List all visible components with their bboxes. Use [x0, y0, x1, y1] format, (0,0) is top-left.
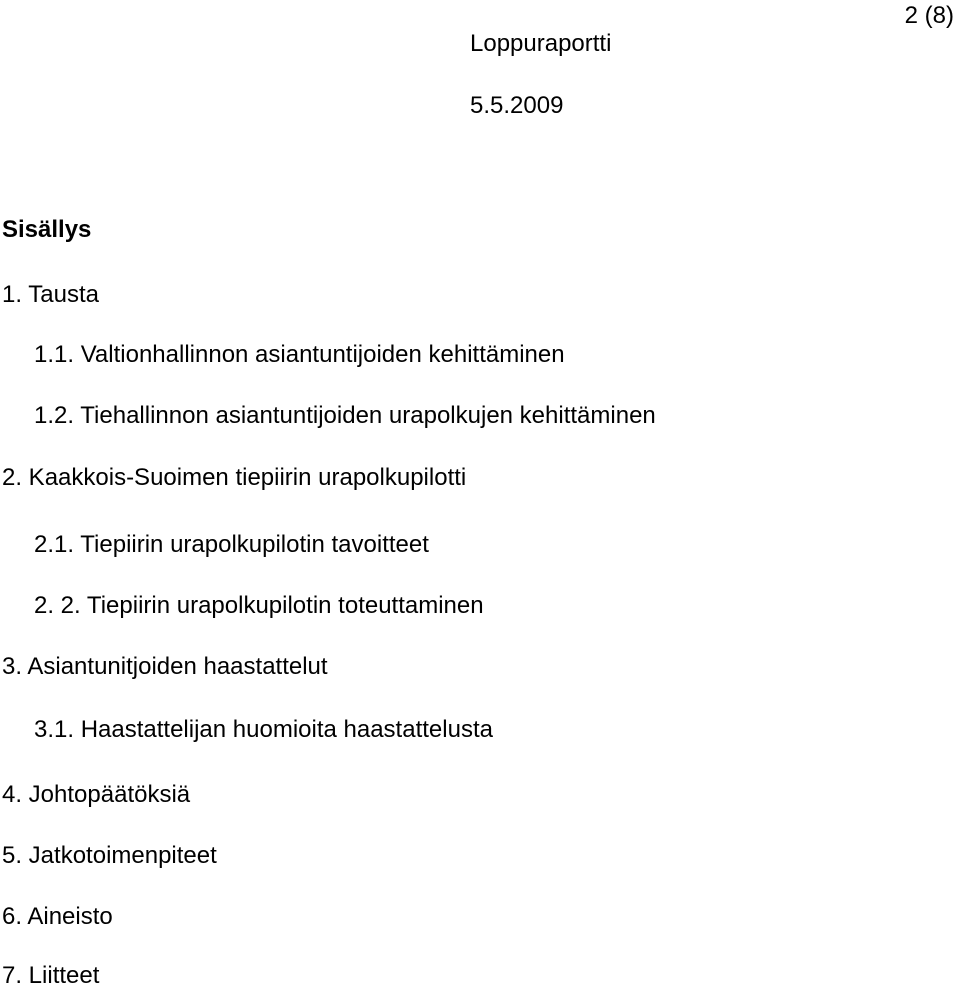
document-title: Loppuraportti — [470, 30, 612, 57]
toc-entry: 3.1. Haastattelijan huomioita haastattelusta — [34, 716, 493, 743]
toc-entry: 1.1. Valtionhallinnon asiantuntijoiden kehittäminen — [34, 341, 565, 368]
toc-entry: 3. Asiantunitjoiden haastattelut — [2, 653, 328, 680]
toc-entry: 2.1. Tiepiirin urapolkupilotin tavoitteet — [34, 531, 429, 558]
toc-entry: 2. 2. Tiepiirin urapolkupilotin toteuttaminen — [34, 592, 484, 619]
toc-entry: 1. Tausta — [2, 281, 99, 308]
toc-entry: 2. Kaakkois-Suoimen tiepiirin urapolkupilotti — [2, 464, 467, 491]
page-number: 2 (8) — [904, 2, 954, 29]
toc-entry: 6. Aineisto — [2, 903, 113, 930]
toc-entry: 7. Liitteet — [2, 962, 100, 989]
toc-heading: Sisällys — [2, 216, 92, 243]
document-date: 5.5.2009 — [470, 92, 564, 119]
toc-entry: 1.2. Tiehallinnon asiantuntijoiden urapolkujen kehittäminen — [34, 402, 656, 429]
toc-entry: 4. Johtopäätöksiä — [2, 781, 191, 808]
toc-entry: 5. Jatkotoimenpiteet — [2, 842, 217, 869]
